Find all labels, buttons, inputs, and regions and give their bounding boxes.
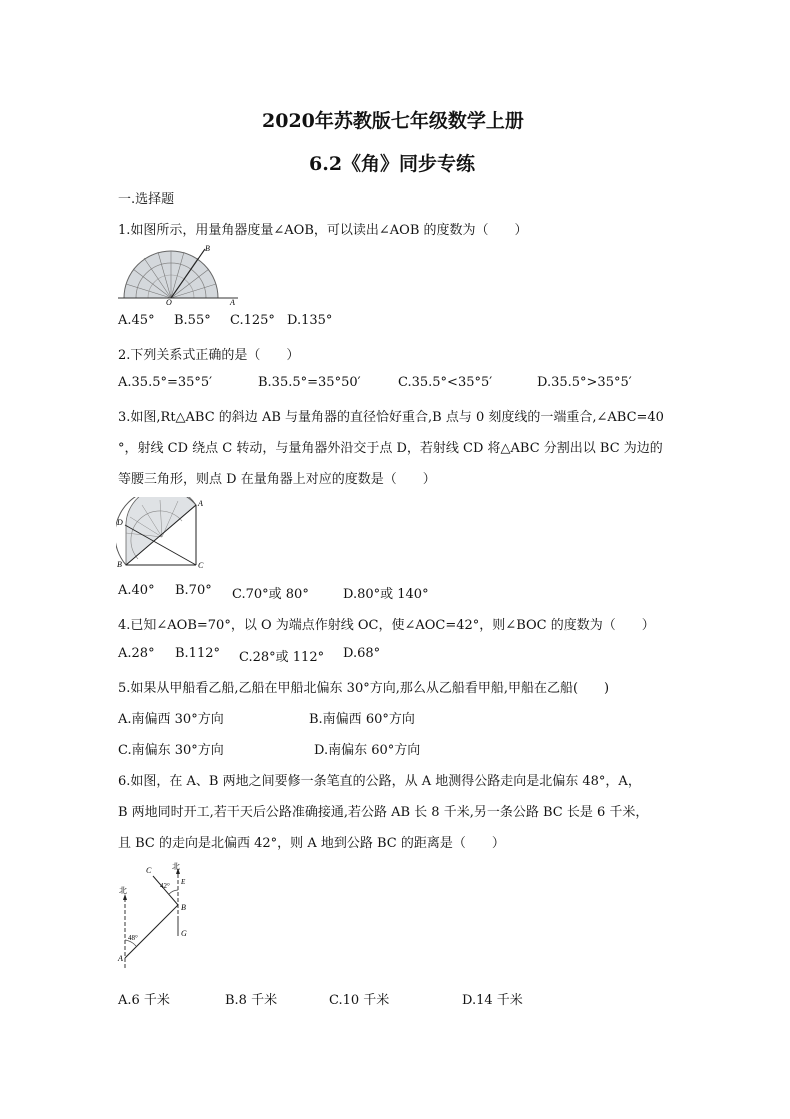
- q2-option-c[interactable]: C.35.5°<35°5′: [398, 375, 493, 390]
- protractor-triangle-figure-q3: [116, 497, 206, 569]
- question-3-stem-line-3: 等腰三角形，则点 D 在量角器上对应的度数是（ ）: [118, 472, 436, 487]
- question-6-stem-line-1: 6.如图，在 A、B 两地之间要修一条笔直的公路，从 A 地测得公路走向是北偏东 48°，A，: [118, 774, 641, 789]
- question-5-stem: 5.如果从甲船看乙船,乙船在甲船北偏东 30°方向,那么从乙船看甲船,甲船在乙船( ): [118, 681, 610, 696]
- fig6-label-g: G: [181, 929, 187, 938]
- q5-option-a[interactable]: A.南偏西 30°方向: [118, 712, 224, 727]
- q4-option-d[interactable]: D.68°: [343, 646, 381, 661]
- fig6-label-b: B: [181, 903, 186, 912]
- question-6-stem-line-3: 且 BC 的走向是北偏西 42°，则 A 地到公路 BC 的距离是（ ）: [118, 836, 505, 851]
- fig6-angle-42: 42°: [160, 882, 170, 890]
- fig1-label-b: B: [205, 244, 210, 253]
- fig6-label-north-left: 北: [119, 886, 127, 895]
- q4-option-a[interactable]: A.28°: [118, 646, 155, 661]
- direction-figure-q6: [115, 860, 200, 975]
- q3-option-a[interactable]: A.40°: [118, 583, 155, 598]
- doc-title: 2020年苏教版七年级数学上册: [262, 110, 524, 132]
- fig1-label-a: A: [230, 298, 235, 305]
- fig3-label-b: B: [117, 560, 122, 569]
- fig1-label-o: O: [166, 298, 172, 305]
- question-2-stem: 2.下列关系式正确的是（ ）: [118, 348, 300, 363]
- fig6-label-c: C: [146, 866, 152, 875]
- q1-option-a[interactable]: A.45°: [118, 313, 155, 328]
- fig6-label-e: E: [181, 878, 186, 886]
- doc-subtitle: 6.2《角》同步专练: [309, 153, 476, 175]
- fig3-label-c: C: [198, 561, 204, 569]
- q1-option-b[interactable]: B.55°: [174, 313, 211, 328]
- q5-option-b[interactable]: B.南偏西 60°方向: [309, 712, 415, 727]
- q6-option-b[interactable]: B.8 千米: [225, 993, 278, 1008]
- q6-option-c[interactable]: C.10 千米: [329, 993, 390, 1008]
- question-3-stem-line-1: 3.如图,Rt△ABC 的斜边 AB 与量角器的直径恰好重合,B 点与 0 刻度线的一端重合,∠ABC=40: [118, 410, 664, 425]
- question-4-stem: 4.已知∠AOB=70°，以 O 为端点作射线 OC，使∠AOC=42°，则∠BOC 的度数为（ ）: [118, 618, 655, 633]
- q5-option-c[interactable]: C.南偏东 30°方向: [118, 743, 224, 758]
- q1-option-d[interactable]: D.135°: [287, 313, 333, 328]
- q3-option-b[interactable]: B.70°: [175, 583, 212, 598]
- fig3-label-a: A: [198, 499, 203, 508]
- question-1-stem: 1.如图所示，用量角器度量∠AOB，可以读出∠AOB 的度数为（ ）: [118, 223, 528, 238]
- q2-option-b[interactable]: B.35.5°=35°50′: [258, 375, 361, 390]
- q6-option-d[interactable]: D.14 千米: [462, 993, 523, 1008]
- protractor-figure-q1: [118, 243, 243, 305]
- question-6-stem-line-2: B 两地同时开工,若干天后公路准确接通,若公路 AB 长 8 千米,另一条公路 BC 长是 6 千米，: [118, 805, 649, 820]
- q2-option-a[interactable]: A.35.5°=35°5′: [118, 375, 213, 390]
- fig6-label-north-top: 北: [172, 862, 180, 871]
- q1-option-c[interactable]: C.125°: [230, 313, 275, 328]
- q4-option-c[interactable]: C.28°或 112°: [239, 650, 325, 665]
- q5-option-d[interactable]: D.南偏东 60°方向: [314, 743, 421, 758]
- q6-option-a[interactable]: A.6 千米: [118, 993, 170, 1008]
- q3-option-c[interactable]: C.70°或 80°: [232, 587, 309, 602]
- q4-option-b[interactable]: B.112°: [175, 646, 220, 661]
- fig3-label-d: D: [117, 518, 123, 527]
- fig6-angle-48: 48°: [128, 934, 138, 942]
- question-3-stem-line-2: °，射线 CD 绕点 C 转动，与量角器外沿交于点 D，若射线 CD 将△ABC 分割出以 BC 为边的: [118, 441, 663, 456]
- q2-option-d[interactable]: D.35.5°>35°5′: [537, 375, 632, 390]
- fig6-label-a: A: [118, 954, 123, 963]
- q3-option-d[interactable]: D.80°或 140°: [343, 587, 429, 602]
- section-heading: 一.选择题: [118, 192, 175, 207]
